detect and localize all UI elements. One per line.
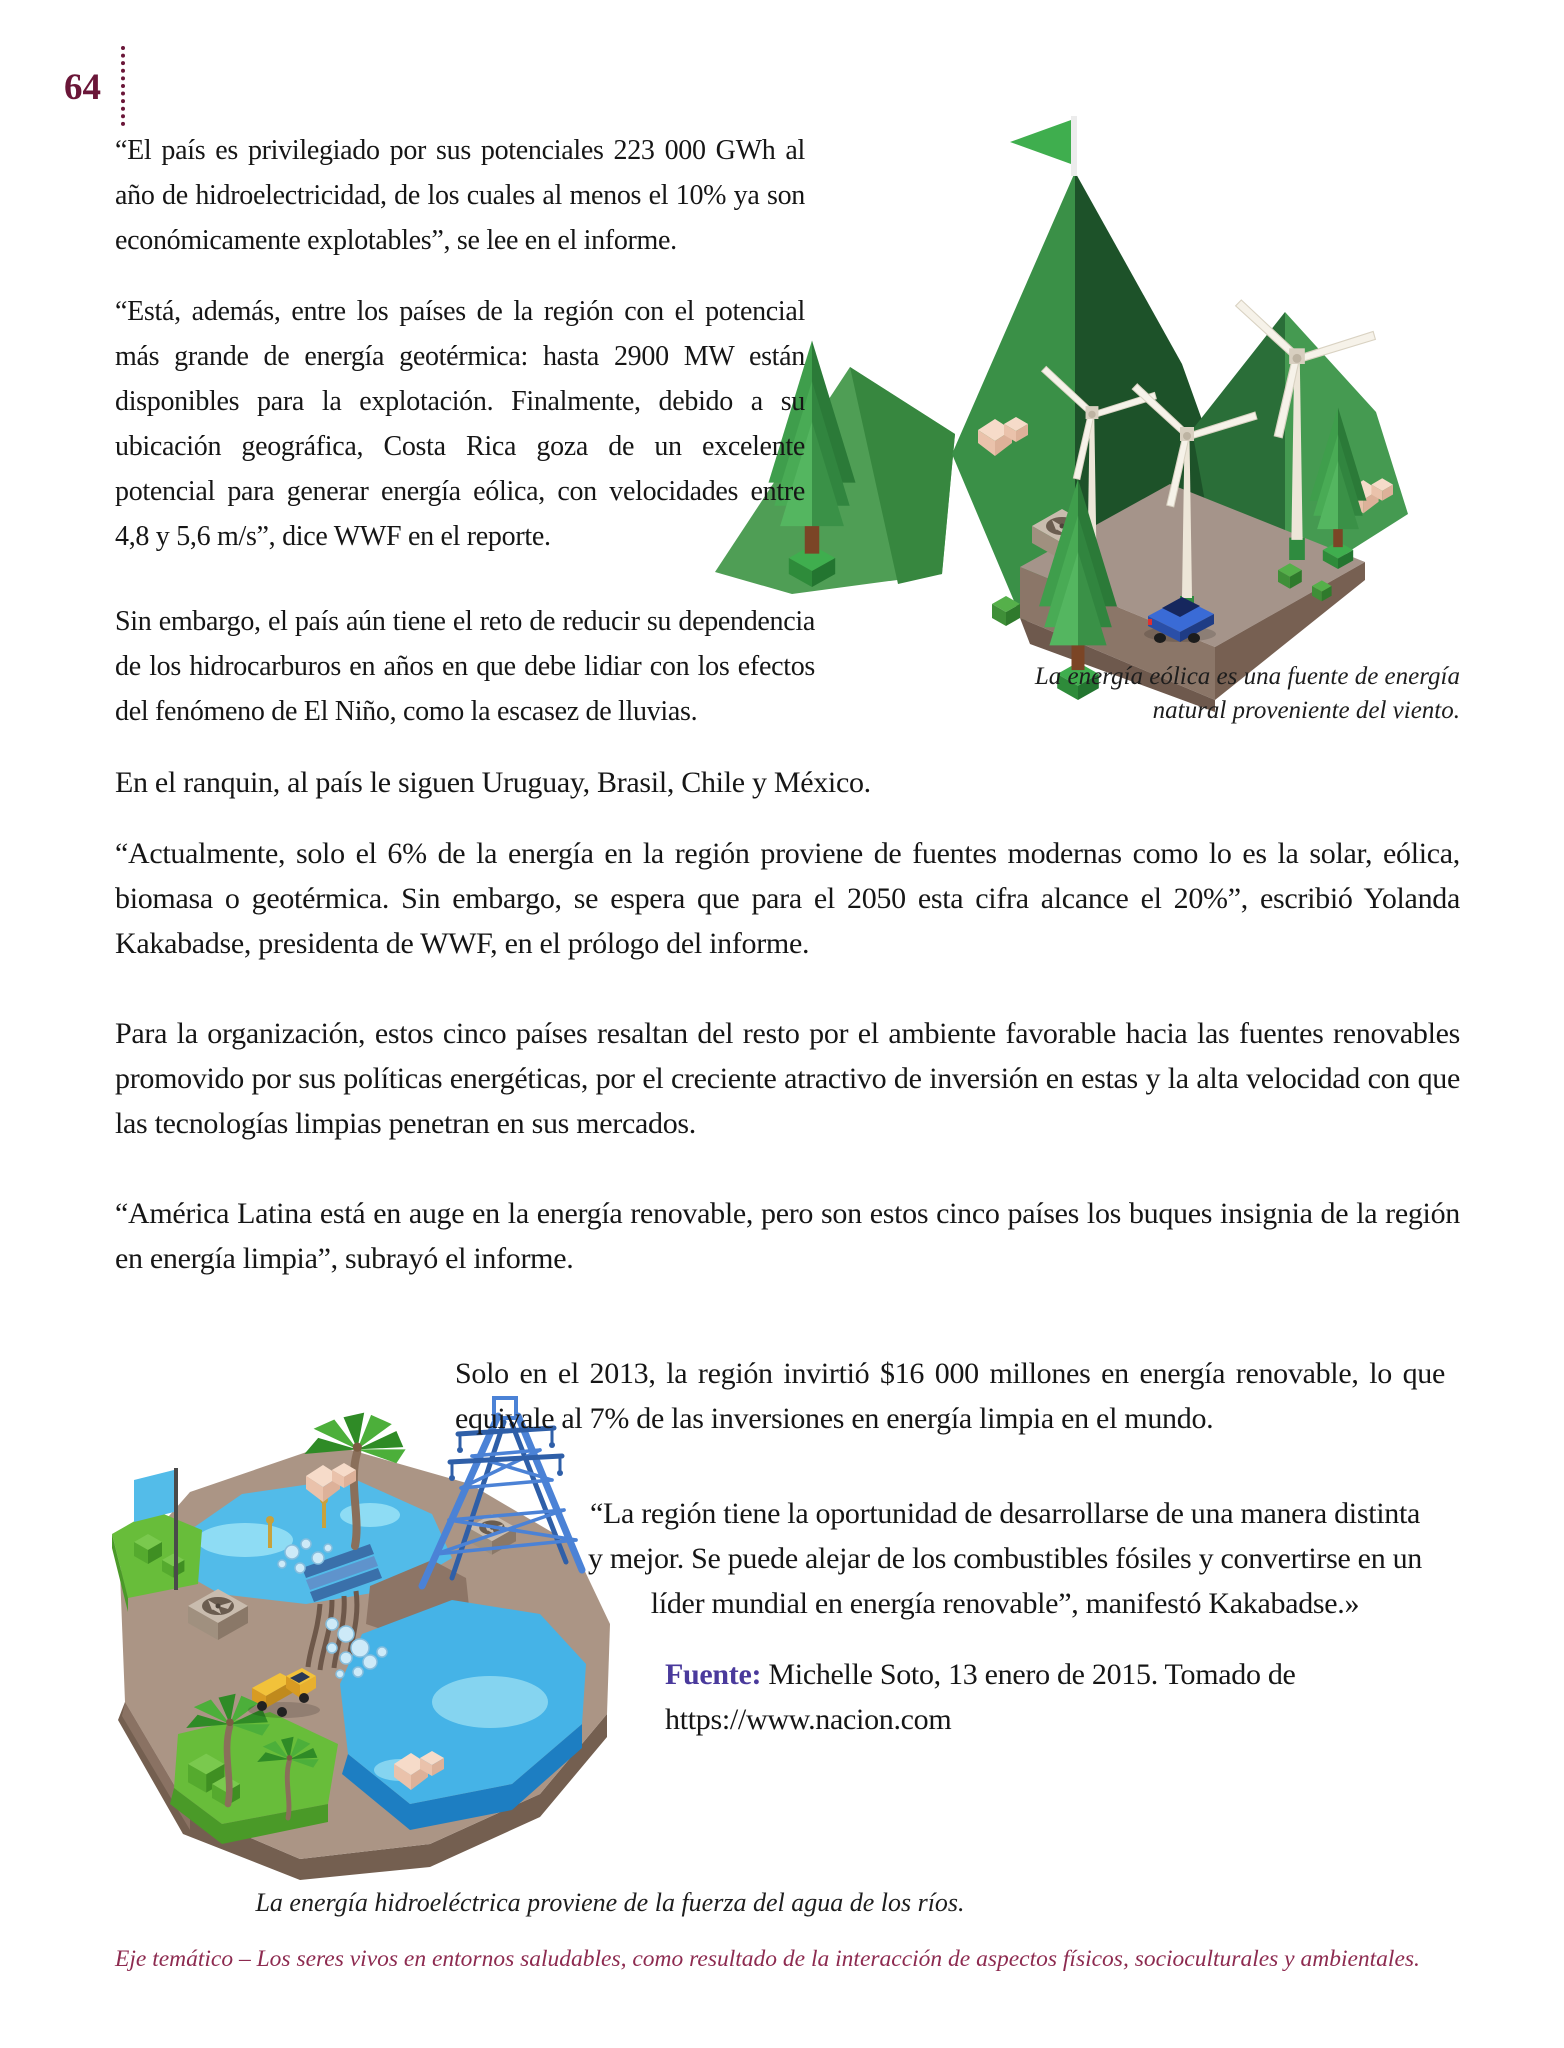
hydro-figure-caption: La energía hidroeléctrica proviene de la fuerza del agua de los ríos. xyxy=(255,1888,965,1917)
paragraph-modern-sources: “Actualmente, solo el 6% de la energía en la región proviene de fuentes modernas como lo es la solar, eólica, biomasa o geotérmica. Sin embargo, se espera que para el 2050 esta cifra alcance el 20%”, escribió Yolanda Kakabadse, presidenta de WWF, en el prólogo del informe. xyxy=(115,837,1460,960)
paragraph-ranking: En el ranquin, al país le siguen Uruguay, Brasil, Chile y México. xyxy=(115,766,871,799)
paragraph-hydrocarbons: Sin embargo, el país aún tiene el reto de reducir su dependencia de los hidrocarburos en años en que debe lidiar con los efectos del fenómeno de El Niño, como la escasez de lluvias. xyxy=(115,606,815,727)
paragraph-organization: Para la organización, estos cinco países resaltan del resto por el ambiente favorable hacia las fuentes renovables promovido por sus políticas energéticas, por el creciente atractivo de inversión en estas y la alta velocidad con que las tecnologías limpias penetran en sus mercados. xyxy=(115,1017,1460,1140)
source-line xyxy=(665,1652,1445,1742)
paragraph-investment: Solo en el 2013, la región invirtió $16 000 millones en energía renovable, lo que equivale al 7% de las inversiones en energía limpia en el mundo. xyxy=(455,1357,1445,1435)
source-text: Michelle Soto, 13 enero de 2015. Tomado de https://www.nacion.com xyxy=(665,1658,1296,1736)
page-number: 64 xyxy=(64,67,101,108)
paragraph-quote: “La región tiene la oportunidad de desarrollarse de una manera distinta y mejor. Se puede alejar de los combustibles fósiles y convertirse en un líder mundial en energía renovable”, manifestó Kakabadse.» xyxy=(587,1497,1423,1620)
dotted-rule xyxy=(121,46,125,126)
wind-figure-caption: La energía eólica es una fuente de energía natural proveniente del viento. xyxy=(1034,663,1460,724)
page-footer: Eje temático – Los seres vivos en entornos saludables, como resultado de la interacción de aspectos físicos, socioculturales y ambientales. xyxy=(115,1946,1420,1972)
source-label: Fuente: xyxy=(665,1658,762,1691)
article-body xyxy=(115,128,1460,1772)
paragraph-hydro-potential: “El país es privilegiado por sus potenciales 223 000 GWh al año de hidroelectricidad, de los cuales al menos el 10% ya son económicamente explotables”, se lee en el informe. xyxy=(115,135,805,256)
paragraph-geothermal-wind: “Está, además, entre los países de la región con el potencial más grande de energía geotérmica: hasta 2900 MW están disponibles para la explotación. Finalmente, debido a su ubicación geográfica, Costa Rica goza de un excelente potencial para generar energía eólica, con velocidades entre 4,8 y 5,6 m/s”, dice WWF en el reporte. xyxy=(115,296,805,552)
paragraph-flagships: “América Latina está en auge en la energía renovable, pero son estos cinco países los buques insignia de la región en energía limpia”, subrayó el informe. xyxy=(115,1197,1460,1275)
